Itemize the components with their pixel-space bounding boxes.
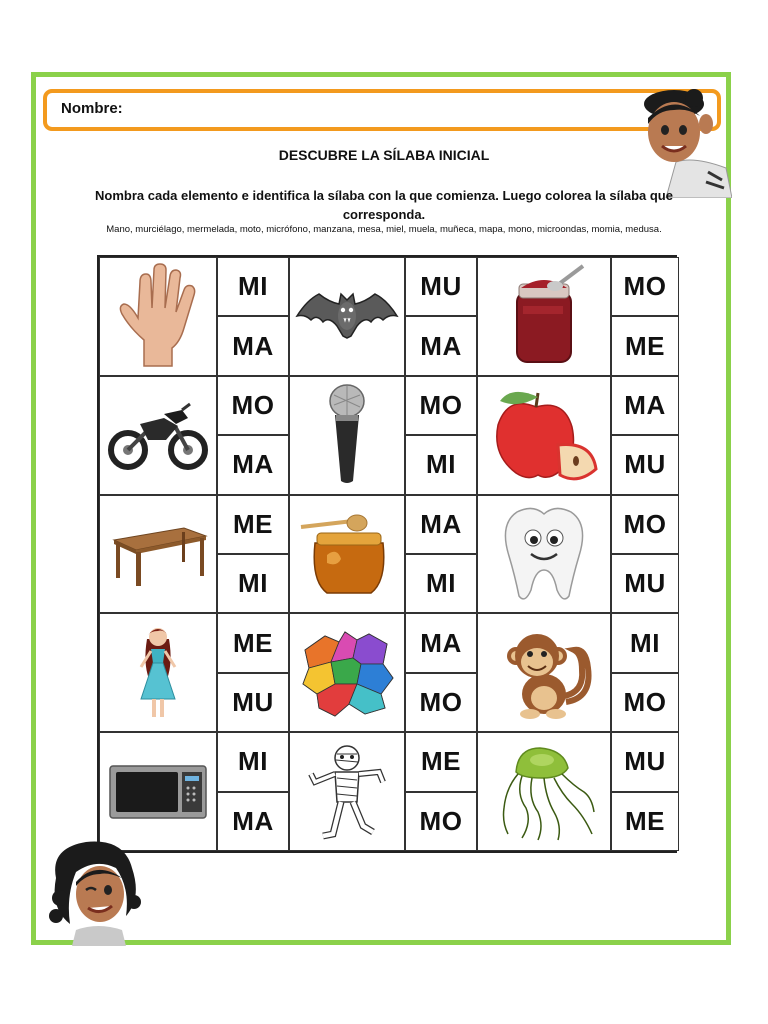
syllable-option[interactable]: MA	[405, 495, 477, 554]
doll-icon	[99, 613, 217, 732]
monkey-icon	[477, 613, 611, 732]
tooth-icon	[477, 495, 611, 614]
name-field[interactable]	[43, 89, 721, 131]
syllable-option[interactable]: MA	[217, 792, 289, 851]
syllable-option[interactable]: ME	[217, 613, 289, 672]
jam-jar-icon	[477, 257, 611, 376]
syllable-option[interactable]: MO	[405, 792, 477, 851]
syllable-option[interactable]: MA	[611, 376, 679, 435]
syllable-option[interactable]: MU	[405, 257, 477, 316]
syllable-option[interactable]: MA	[405, 316, 477, 375]
honey-jar-icon	[289, 495, 405, 614]
avatar-top	[636, 88, 732, 198]
syllable-option[interactable]: ME	[217, 495, 289, 554]
syllable-option[interactable]: MO	[405, 673, 477, 732]
word-list: Mano, murciélago, mermelada, moto, micrófono, manzana, mesa, miel, muela, muñeca, mapa, mono, microondas, momia, medusa.	[106, 224, 662, 235]
bat-icon	[289, 257, 405, 376]
table-icon	[99, 495, 217, 614]
hand-icon	[99, 257, 217, 376]
syllable-option[interactable]: MO	[611, 257, 679, 316]
syllable-grid	[97, 255, 677, 853]
name-label: Nombre:	[61, 100, 123, 117]
syllable-option[interactable]: MU	[611, 435, 679, 494]
page-title: DESCUBRE LA SÍLABA INICIAL	[278, 147, 490, 163]
syllable-option[interactable]: MI	[611, 613, 679, 672]
syllable-option[interactable]: MU	[611, 732, 679, 791]
syllable-option[interactable]: MI	[217, 554, 289, 613]
syllable-option[interactable]: MA	[217, 316, 289, 375]
syllable-option[interactable]: MI	[405, 554, 477, 613]
microwave-icon	[99, 732, 217, 851]
syllable-option[interactable]: MU	[217, 673, 289, 732]
syllable-option[interactable]: MO	[611, 673, 679, 732]
syllable-option[interactable]: ME	[611, 316, 679, 375]
syllable-option[interactable]: MO	[611, 495, 679, 554]
motorcycle-icon	[99, 376, 217, 495]
apple-icon	[477, 376, 611, 495]
jellyfish-icon	[477, 732, 611, 851]
syllable-option[interactable]: MI	[405, 435, 477, 494]
instructions: Nombra cada elemento e identifica la sílaba con la que comienza. Luego colorea la sílaba que corresponda.	[95, 188, 673, 222]
syllable-option[interactable]: ME	[405, 732, 477, 791]
syllable-option[interactable]: MO	[405, 376, 477, 435]
mummy-icon	[289, 732, 405, 851]
syllable-option[interactable]: ME	[611, 792, 679, 851]
microphone-icon	[289, 376, 405, 495]
syllable-option[interactable]: MU	[611, 554, 679, 613]
syllable-option[interactable]: MI	[217, 257, 289, 316]
syllable-option[interactable]: MI	[217, 732, 289, 791]
syllable-option[interactable]: MA	[405, 613, 477, 672]
avatar-bottom	[46, 838, 150, 946]
map-icon	[289, 613, 405, 732]
syllable-option[interactable]: MA	[217, 435, 289, 494]
syllable-option[interactable]: MO	[217, 376, 289, 435]
